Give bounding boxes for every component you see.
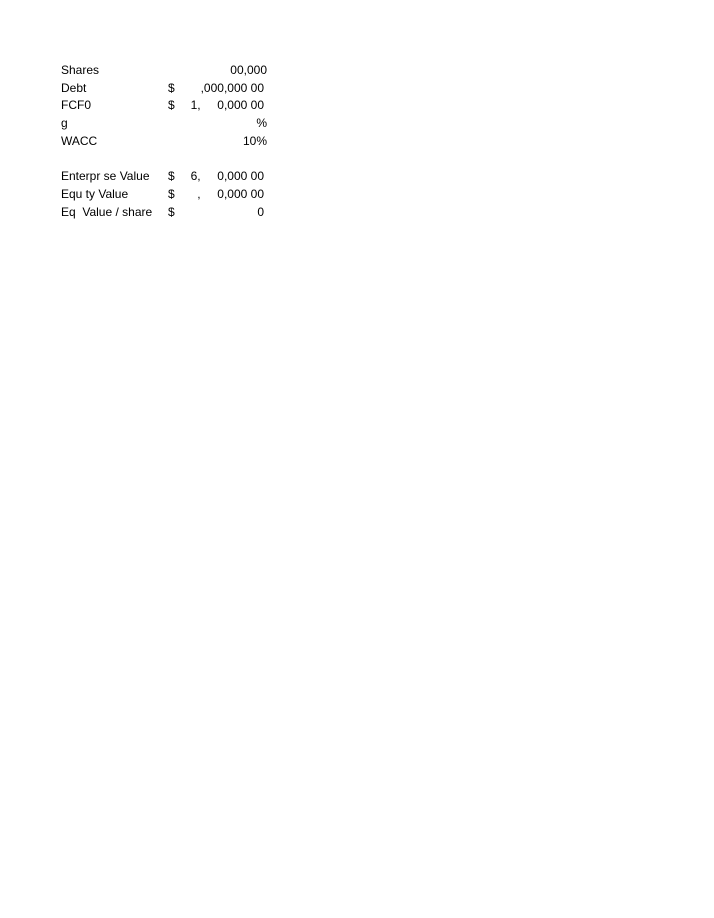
spacer-row (61, 150, 271, 168)
table-row-wacc (61, 133, 271, 151)
row-value: ,000,000 00 (200, 80, 264, 95)
currency-symbol: $ (168, 80, 175, 95)
row-value: , 0,000 00 (197, 186, 264, 201)
table-row-equity-value-per-share (61, 204, 271, 222)
row-label: FCF0 (61, 98, 91, 113)
spreadsheet-page (61, 62, 271, 221)
row-value: 10% (242, 133, 267, 148)
row-value: 6, 0,000 00 (190, 169, 264, 184)
row-value: 00,000 (230, 63, 267, 77)
table-row-enterprise-value (61, 168, 271, 186)
row-label: Enterpr se Value (61, 169, 150, 184)
row-value: % (256, 116, 267, 131)
table-row-g (61, 115, 271, 133)
row-label: Shares (61, 63, 100, 77)
row-value: 0 (257, 204, 264, 219)
row-value: 1, 0,000 00 (190, 98, 264, 113)
table-row-equity-value (61, 186, 271, 204)
table-row-shares (61, 62, 271, 80)
table-row-fcf0 (61, 97, 271, 115)
currency-symbol: $ (168, 169, 175, 184)
currency-symbol: $ (168, 204, 175, 219)
row-label: Equ ty Value (61, 186, 129, 201)
row-label: Debt (61, 80, 87, 95)
row-label: WACC (61, 133, 98, 148)
row-label: Eq Value / share (61, 204, 153, 219)
currency-symbol: $ (168, 98, 175, 113)
currency-symbol: $ (168, 186, 175, 201)
row-label: g (61, 116, 68, 131)
table-row-debt (61, 80, 271, 98)
